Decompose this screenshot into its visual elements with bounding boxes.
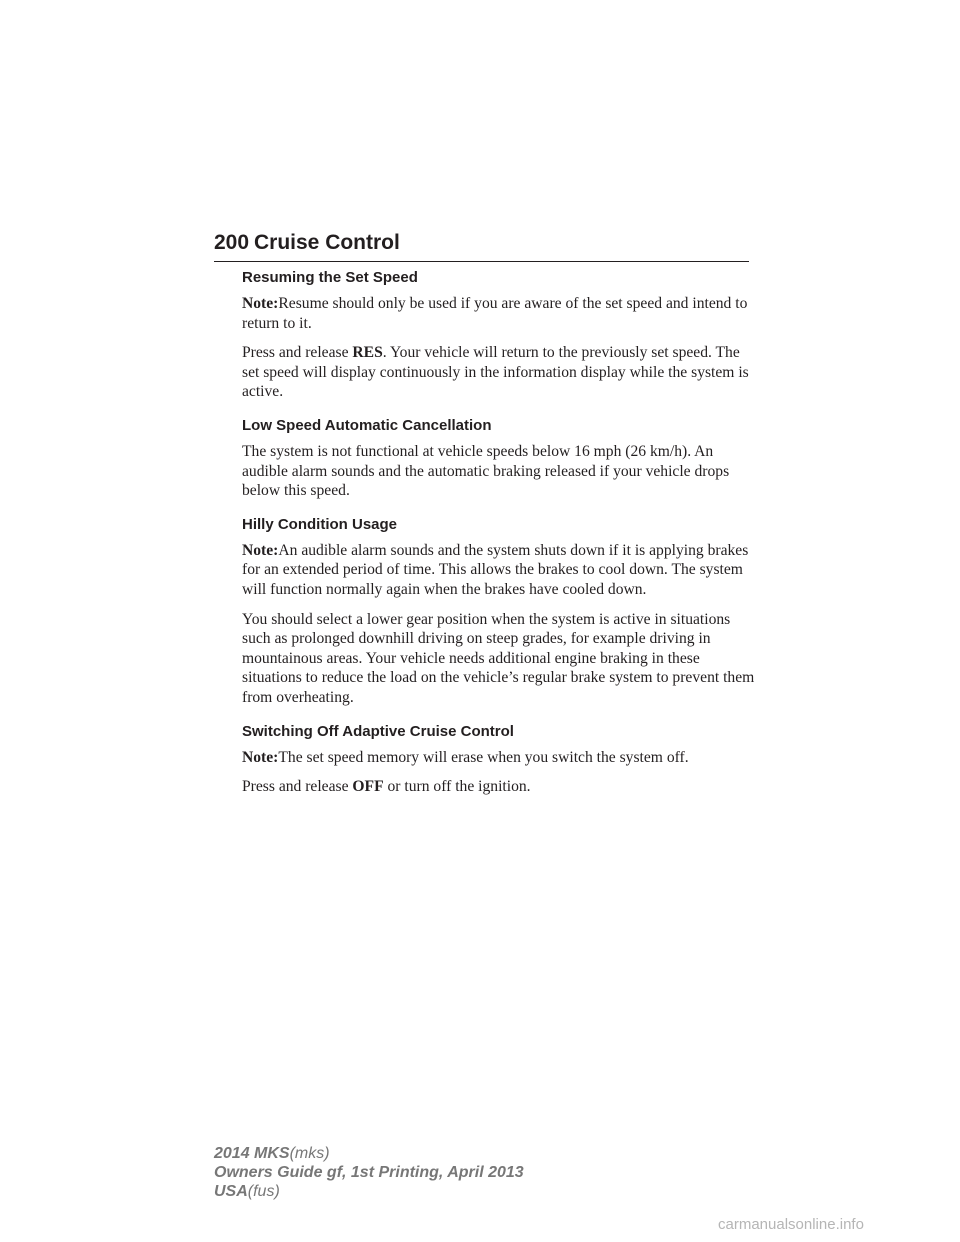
note-text: The set speed memory will erase when you switch the system off. — [278, 748, 689, 766]
note-text: Resume should only be used if you are aware of the set speed and intend to return to it. — [242, 295, 748, 332]
page-header — [214, 229, 749, 262]
footer-line-market — [214, 1182, 524, 1201]
chapter-title: Cruise Control — [254, 231, 400, 254]
heading-hilly-condition: Hilly Condition Usage — [242, 515, 398, 533]
page-content — [242, 268, 757, 807]
heading-low-speed-cancellation: Low Speed Automatic Cancellation — [242, 416, 492, 434]
note-resume — [242, 294, 757, 333]
note-text: An audible alarm sounds and the system shuts down if it is applying brakes for an extended period of time. This allows the brakes to cool down. The system will function normally again when the brakes have cooled down. — [242, 541, 749, 598]
control-label-res: RES — [352, 344, 383, 362]
page-number: 200 — [214, 231, 250, 254]
heading-resuming-set-speed: Resuming the Set Speed — [242, 269, 418, 286]
note-hilly — [242, 541, 757, 600]
paragraph-press-res — [242, 343, 757, 402]
site-watermark: carmanualsonline.info — [718, 1216, 864, 1233]
note-label: Note: — [242, 748, 279, 766]
footer-model: 2014 MKS — [214, 1145, 290, 1162]
footer-market: USA — [214, 1183, 248, 1200]
paragraph-low-speed: The system is not functional at vehicle speeds below 16 mph (26 km/h). An audible alarm sounds and the automatic braking released if your vehicle drops below this speed. — [242, 442, 730, 500]
paragraph-press-off — [242, 777, 757, 797]
footer-model-code: (mks) — [289, 1145, 330, 1162]
note-label: Note: — [242, 541, 279, 559]
print-footer — [214, 1144, 524, 1201]
footer-line-model — [214, 1144, 524, 1163]
footer-line-printing: Owners Guide gf, 1st Printing, April 2013 — [214, 1164, 524, 1181]
heading-switching-off: Switching Off Adaptive Cruise Control — [242, 722, 514, 740]
paragraph-text: or turn off the ignition. — [383, 778, 531, 796]
paragraph-text: Press and release — [242, 344, 353, 362]
control-label-off: OFF — [352, 778, 384, 796]
paragraph-lower-gear: You should select a lower gear position when the system is active in situations such as prolonged downhill driving on steep grades, for example driving in mountainous areas. Your vehicle needs additional engine braking in these situations to reduce the load on the vehicle’s regular brake system to prevent them from overheating. — [242, 610, 755, 706]
paragraph-text: . Your vehicle will return to the previously set speed. The set speed will display continuously in the information display while the system is active. — [242, 344, 749, 401]
footer-market-code: (fus) — [247, 1183, 280, 1200]
note-label: Note: — [242, 295, 279, 312]
note-switch-off — [242, 748, 757, 768]
paragraph-text: Press and release — [242, 778, 353, 796]
